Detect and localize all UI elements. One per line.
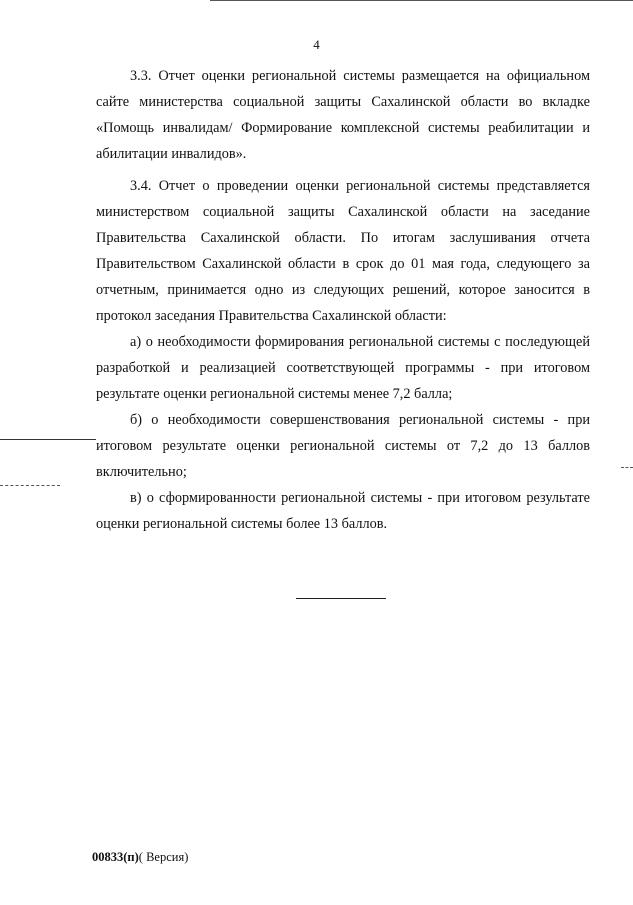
scan-artifact-line bbox=[0, 439, 96, 440]
document-body bbox=[96, 63, 590, 537]
document-version: ( Версия) bbox=[138, 850, 189, 864]
decision-item-c: в) о сформированности региональной системы - при итоговом результате оценки региональной системы более 13 баллов. bbox=[96, 490, 590, 532]
page-number: 4 bbox=[313, 37, 320, 52]
paragraph-3-4: 3.4. Отчет о проведении оценки региональной системы представляется министерством социальной защиты Сахалинской области на заседание Правительства Сахалинской области. По итогам заслушивания отчета Правительством Сахалинской области в срок до 01 мая года, следующего за отчетным, принимается одно из следующих решений, которое заносится в протокол заседания Правительства Сахалинской области: bbox=[96, 178, 590, 324]
document-code-footer bbox=[92, 850, 188, 865]
scan-artifact-dash bbox=[621, 467, 633, 468]
scan-artifact-dash bbox=[0, 485, 60, 486]
paragraph-3-3: 3.3. Отчет оценки региональной системы размещается на официальном сайте министерства социальной защиты Сахалинской области во вкладке «Помощь инвалидам/ Формирование комплексной системы реабилитации и абилитации инвалидов». bbox=[96, 68, 590, 162]
end-of-text-rule bbox=[296, 598, 386, 599]
decision-item-b: б) о необходимости совершенствования региональной системы - при итоговом результате оценки региональной системы от 7,2 до 13 баллов включительно; bbox=[96, 412, 590, 480]
decision-item-a: а) о необходимости формирования региональной системы с последующей разработкой и реализацией соответствующей программы - при итоговом результате оценки региональной системы менее 7,2 балла; bbox=[96, 334, 590, 402]
document-code: 00833(п) bbox=[92, 850, 139, 864]
scan-edge-line bbox=[210, 0, 633, 1]
